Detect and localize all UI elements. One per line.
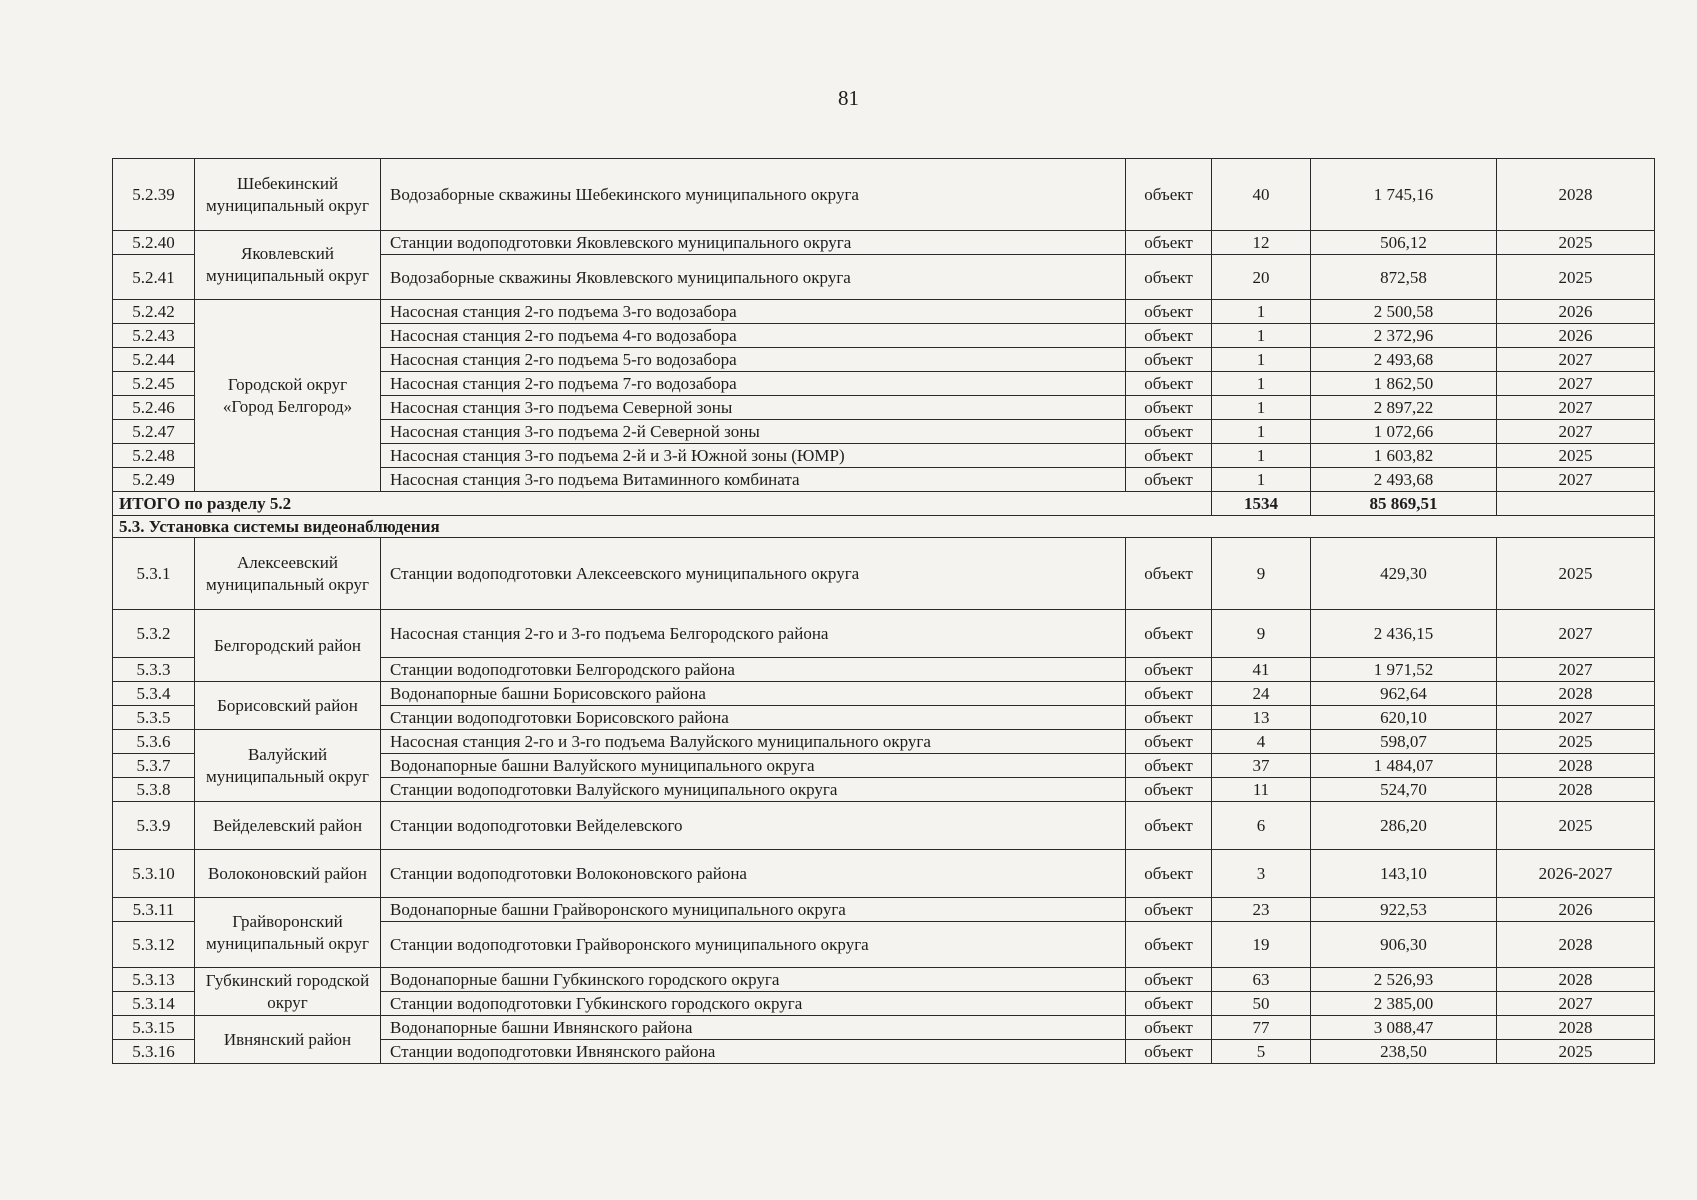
- object-name: Насосная станция 3-го подъема 2-й и 3-й Южной зоны (ЮМР): [381, 444, 1126, 468]
- row-number: 5.3.16: [113, 1040, 195, 1064]
- unit-cell: объект: [1126, 159, 1212, 231]
- amount-cell: 598,07: [1311, 730, 1497, 754]
- year-cell: 2025: [1497, 730, 1655, 754]
- district-name: Городской округ «Город Белгород»: [195, 300, 381, 492]
- unit-cell: объект: [1126, 730, 1212, 754]
- unit-cell: объект: [1126, 324, 1212, 348]
- unit-cell: объект: [1126, 348, 1212, 372]
- quantity-cell: 1: [1212, 420, 1311, 444]
- total-row: [113, 492, 1655, 516]
- object-name: Водозаборные скважины Яковлевского муниципального округа: [381, 255, 1126, 300]
- amount-cell: 1 484,07: [1311, 754, 1497, 778]
- unit-cell: объект: [1126, 468, 1212, 492]
- year-cell: 2027: [1497, 992, 1655, 1016]
- year-cell: 2025: [1497, 802, 1655, 850]
- quantity-cell: 77: [1212, 1016, 1311, 1040]
- amount-cell: 2 372,96: [1311, 324, 1497, 348]
- row-number: 5.3.3: [113, 658, 195, 682]
- year-cell: 2025: [1497, 444, 1655, 468]
- program-table: [112, 158, 1655, 1064]
- table-row: [113, 538, 1655, 610]
- object-name: Станции водоподготовки Валуйского муниципального округа: [381, 778, 1126, 802]
- district-name: Волоконовский район: [195, 850, 381, 898]
- quantity-cell: 50: [1212, 992, 1311, 1016]
- total-amount: 85 869,51: [1311, 492, 1497, 516]
- quantity-cell: 9: [1212, 538, 1311, 610]
- table-row: [113, 730, 1655, 754]
- object-name: Водонапорные башни Валуйского муниципального округа: [381, 754, 1126, 778]
- district-name: Губкинский городской округ: [195, 968, 381, 1016]
- row-number: 5.3.7: [113, 754, 195, 778]
- year-cell: 2028: [1497, 1016, 1655, 1040]
- row-number: 5.3.14: [113, 992, 195, 1016]
- year-cell: 2025: [1497, 231, 1655, 255]
- row-number: 5.3.13: [113, 968, 195, 992]
- quantity-cell: 6: [1212, 802, 1311, 850]
- quantity-cell: 1: [1212, 468, 1311, 492]
- table-row: [113, 610, 1655, 658]
- quantity-cell: 9: [1212, 610, 1311, 658]
- section-title: 5.3. Установка системы видеонаблюдения: [113, 516, 1655, 538]
- table-row: [113, 968, 1655, 992]
- object-name: Станции водоподготовки Ивнянского района: [381, 1040, 1126, 1064]
- year-cell: 2028: [1497, 968, 1655, 992]
- row-number: 5.2.46: [113, 396, 195, 420]
- year-cell: 2027: [1497, 610, 1655, 658]
- table-row: [113, 898, 1655, 922]
- amount-cell: 906,30: [1311, 922, 1497, 968]
- object-name: Станции водоподготовки Губкинского городского округа: [381, 992, 1126, 1016]
- object-name: Водонапорные башни Борисовского района: [381, 682, 1126, 706]
- year-cell: 2027: [1497, 396, 1655, 420]
- amount-cell: 286,20: [1311, 802, 1497, 850]
- table-row: [113, 159, 1655, 231]
- row-number: 5.2.43: [113, 324, 195, 348]
- amount-cell: 524,70: [1311, 778, 1497, 802]
- unit-cell: объект: [1126, 231, 1212, 255]
- total-label: ИТОГО по разделу 5.2: [113, 492, 1212, 516]
- row-number: 5.3.4: [113, 682, 195, 706]
- amount-cell: 2 436,15: [1311, 610, 1497, 658]
- row-number: 5.3.1: [113, 538, 195, 610]
- row-number: 5.3.15: [113, 1016, 195, 1040]
- quantity-cell: 4: [1212, 730, 1311, 754]
- amount-cell: 143,10: [1311, 850, 1497, 898]
- object-name: Станции водоподготовки Грайворонского муниципального округа: [381, 922, 1126, 968]
- page-number: 81: [838, 86, 859, 110]
- unit-cell: объект: [1126, 1040, 1212, 1064]
- quantity-cell: 37: [1212, 754, 1311, 778]
- district-name: Ивнянский район: [195, 1016, 381, 1064]
- quantity-cell: 19: [1212, 922, 1311, 968]
- year-cell: 2028: [1497, 754, 1655, 778]
- unit-cell: объект: [1126, 1016, 1212, 1040]
- object-name: Водонапорные башни Ивнянского района: [381, 1016, 1126, 1040]
- year-cell: 2028: [1497, 159, 1655, 231]
- amount-cell: 620,10: [1311, 706, 1497, 730]
- quantity-cell: 1: [1212, 348, 1311, 372]
- amount-cell: 2 500,58: [1311, 300, 1497, 324]
- row-number: 5.2.42: [113, 300, 195, 324]
- row-number: 5.3.12: [113, 922, 195, 968]
- district-name: Шебекинский муниципальный округ: [195, 159, 381, 231]
- district-name: Яковлевский муниципальный округ: [195, 231, 381, 300]
- object-name: Станции водоподготовки Борисовского района: [381, 706, 1126, 730]
- unit-cell: объект: [1126, 682, 1212, 706]
- table-row: [113, 231, 1655, 255]
- year-cell: 2026: [1497, 300, 1655, 324]
- row-number: 5.3.9: [113, 802, 195, 850]
- quantity-cell: 1: [1212, 324, 1311, 348]
- amount-cell: 962,64: [1311, 682, 1497, 706]
- amount-cell: 1 745,16: [1311, 159, 1497, 231]
- year-cell: 2027: [1497, 658, 1655, 682]
- row-number: 5.2.48: [113, 444, 195, 468]
- district-name: Белгородский район: [195, 610, 381, 682]
- unit-cell: объект: [1126, 420, 1212, 444]
- table-row: [113, 850, 1655, 898]
- amount-cell: 3 088,47: [1311, 1016, 1497, 1040]
- unit-cell: объект: [1126, 300, 1212, 324]
- quantity-cell: 41: [1212, 658, 1311, 682]
- total-quantity: 1534: [1212, 492, 1311, 516]
- object-name: Насосная станция 2-го подъема 7-го водозабора: [381, 372, 1126, 396]
- unit-cell: объект: [1126, 802, 1212, 850]
- unit-cell: объект: [1126, 968, 1212, 992]
- year-cell: 2028: [1497, 778, 1655, 802]
- quantity-cell: 13: [1212, 706, 1311, 730]
- quantity-cell: 1: [1212, 396, 1311, 420]
- amount-cell: 1 072,66: [1311, 420, 1497, 444]
- year-cell: 2026-2027: [1497, 850, 1655, 898]
- row-number: 5.3.8: [113, 778, 195, 802]
- object-name: Насосная станция 2-го подъема 5-го водозабора: [381, 348, 1126, 372]
- unit-cell: объект: [1126, 778, 1212, 802]
- year-cell: 2025: [1497, 1040, 1655, 1064]
- table-body: [113, 159, 1655, 1064]
- row-number: 5.2.41: [113, 255, 195, 300]
- year-cell: 2028: [1497, 922, 1655, 968]
- table-row: [113, 802, 1655, 850]
- year-cell: 2026: [1497, 898, 1655, 922]
- object-name: Станции водоподготовки Волоконовского района: [381, 850, 1126, 898]
- row-number: 5.2.40: [113, 231, 195, 255]
- object-name: Станции водоподготовки Вейделевского: [381, 802, 1126, 850]
- unit-cell: объект: [1126, 396, 1212, 420]
- unit-cell: объект: [1126, 610, 1212, 658]
- object-name: Насосная станция 2-го и 3-го подъема Белгородского района: [381, 610, 1126, 658]
- object-name: Насосная станция 2-го подъема 4-го водозабора: [381, 324, 1126, 348]
- section-header-row: [113, 516, 1655, 538]
- object-name: Насосная станция 2-го и 3-го подъема Валуйского муниципального округа: [381, 730, 1126, 754]
- amount-cell: 2 526,93: [1311, 968, 1497, 992]
- district-name: Валуйский муниципальный округ: [195, 730, 381, 802]
- amount-cell: 429,30: [1311, 538, 1497, 610]
- object-name: Станции водоподготовки Алексеевского муниципального округа: [381, 538, 1126, 610]
- amount-cell: 872,58: [1311, 255, 1497, 300]
- amount-cell: 238,50: [1311, 1040, 1497, 1064]
- district-name: Вейделевский район: [195, 802, 381, 850]
- row-number: 5.3.11: [113, 898, 195, 922]
- row-number: 5.2.44: [113, 348, 195, 372]
- unit-cell: объект: [1126, 992, 1212, 1016]
- object-name: Водонапорные башни Губкинского городского округа: [381, 968, 1126, 992]
- unit-cell: объект: [1126, 850, 1212, 898]
- amount-cell: 2 493,68: [1311, 468, 1497, 492]
- year-cell: 2025: [1497, 538, 1655, 610]
- object-name: Насосная станция 2-го подъема 3-го водозабора: [381, 300, 1126, 324]
- district-name: Борисовский район: [195, 682, 381, 730]
- row-number: 5.3.2: [113, 610, 195, 658]
- row-number: 5.3.6: [113, 730, 195, 754]
- unit-cell: объект: [1126, 898, 1212, 922]
- district-name: Грайворонский муниципальный округ: [195, 898, 381, 968]
- unit-cell: объект: [1126, 444, 1212, 468]
- year-cell: 2027: [1497, 348, 1655, 372]
- unit-cell: объект: [1126, 706, 1212, 730]
- quantity-cell: 24: [1212, 682, 1311, 706]
- unit-cell: объект: [1126, 372, 1212, 396]
- object-name: Станции водоподготовки Яковлевского муниципального округа: [381, 231, 1126, 255]
- year-cell: 2028: [1497, 682, 1655, 706]
- total-year: [1497, 492, 1655, 516]
- row-number: 5.2.39: [113, 159, 195, 231]
- amount-cell: 2 385,00: [1311, 992, 1497, 1016]
- quantity-cell: 40: [1212, 159, 1311, 231]
- unit-cell: объект: [1126, 754, 1212, 778]
- amount-cell: 1 862,50: [1311, 372, 1497, 396]
- table-row: [113, 682, 1655, 706]
- quantity-cell: 5: [1212, 1040, 1311, 1064]
- year-cell: 2027: [1497, 468, 1655, 492]
- unit-cell: объект: [1126, 922, 1212, 968]
- unit-cell: объект: [1126, 538, 1212, 610]
- district-name: Алексеевский муниципальный округ: [195, 538, 381, 610]
- row-number: 5.2.45: [113, 372, 195, 396]
- object-name: Водозаборные скважины Шебекинского муниципального округа: [381, 159, 1126, 231]
- amount-cell: 2 897,22: [1311, 396, 1497, 420]
- row-number: 5.3.10: [113, 850, 195, 898]
- object-name: Насосная станция 3-го подъема Северной зоны: [381, 396, 1126, 420]
- year-cell: 2026: [1497, 324, 1655, 348]
- object-name: Насосная станция 3-го подъема Витаминного комбината: [381, 468, 1126, 492]
- amount-cell: 922,53: [1311, 898, 1497, 922]
- quantity-cell: 11: [1212, 778, 1311, 802]
- table-row: [113, 300, 1655, 324]
- row-number: 5.2.49: [113, 468, 195, 492]
- quantity-cell: 12: [1212, 231, 1311, 255]
- unit-cell: объект: [1126, 255, 1212, 300]
- amount-cell: 1 971,52: [1311, 658, 1497, 682]
- year-cell: 2027: [1497, 372, 1655, 396]
- object-name: Станции водоподготовки Белгородского района: [381, 658, 1126, 682]
- object-name: Водонапорные башни Грайворонского муниципального округа: [381, 898, 1126, 922]
- quantity-cell: 1: [1212, 372, 1311, 396]
- amount-cell: 506,12: [1311, 231, 1497, 255]
- quantity-cell: 1: [1212, 444, 1311, 468]
- quantity-cell: 1: [1212, 300, 1311, 324]
- year-cell: 2027: [1497, 420, 1655, 444]
- unit-cell: объект: [1126, 658, 1212, 682]
- quantity-cell: 20: [1212, 255, 1311, 300]
- year-cell: 2025: [1497, 255, 1655, 300]
- amount-cell: 2 493,68: [1311, 348, 1497, 372]
- quantity-cell: 3: [1212, 850, 1311, 898]
- amount-cell: 1 603,82: [1311, 444, 1497, 468]
- row-number: 5.3.5: [113, 706, 195, 730]
- year-cell: 2027: [1497, 706, 1655, 730]
- object-name: Насосная станция 3-го подъема 2-й Северной зоны: [381, 420, 1126, 444]
- quantity-cell: 23: [1212, 898, 1311, 922]
- table-row: [113, 1016, 1655, 1040]
- row-number: 5.2.47: [113, 420, 195, 444]
- quantity-cell: 63: [1212, 968, 1311, 992]
